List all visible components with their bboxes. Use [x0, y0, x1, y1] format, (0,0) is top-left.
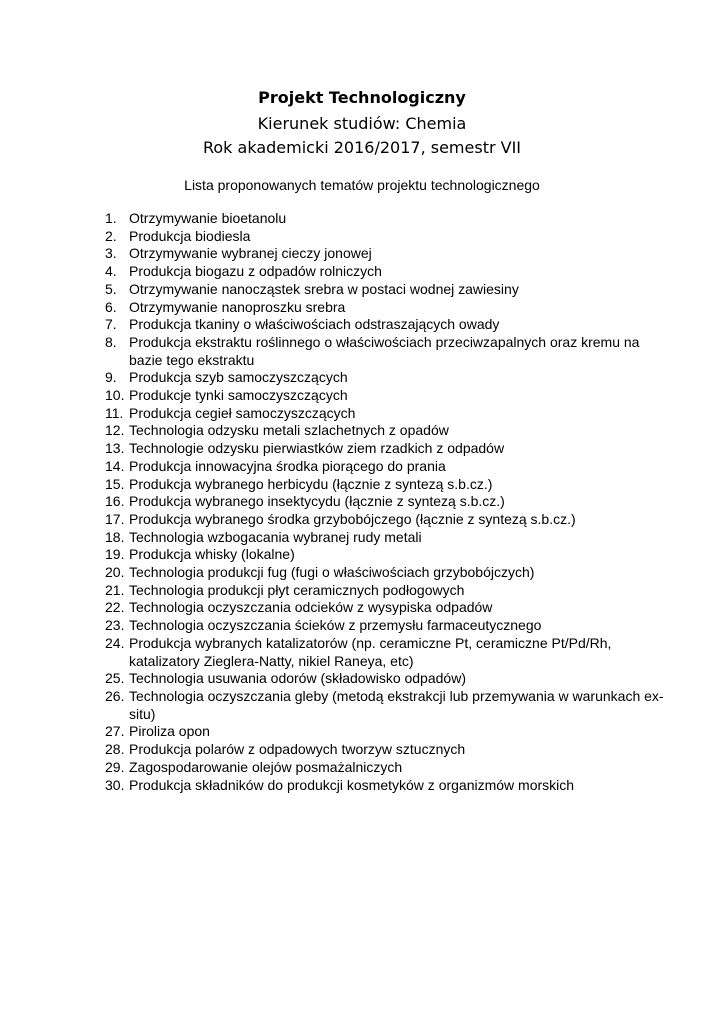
list-item	[105, 316, 665, 334]
topic-number: 4.	[105, 263, 117, 280]
list-item	[105, 617, 665, 635]
topic-text: Technologia produkcji fug (fugi o właściwościach grzybobójczych)	[129, 564, 535, 581]
topic-text: Produkcja wybranego insektycydu (łącznie z syntezą s.b.cz.)	[129, 493, 505, 510]
list-item	[105, 564, 665, 582]
topic-list	[105, 210, 665, 794]
topic-text: Produkcja składników do produkcji kosmetyków z organizmów morskich	[129, 776, 575, 793]
topic-number: 13.	[105, 440, 125, 457]
list-item	[105, 546, 665, 564]
topic-text: Produkcja polarów z odpadowych tworzyw sztucznych	[129, 741, 466, 758]
topic-text: Otrzymywanie nanoproszku srebra	[129, 298, 346, 315]
list-item	[105, 263, 665, 281]
topic-text: Technologia oczyszczania gleby (metodą ekstrakcji lub przemywania w warunkach ex-situ)	[129, 687, 664, 722]
academic-year: Rok akademicki 2016/2017, semestr VII	[202, 138, 522, 157]
topic-text: Technologia oczyszczania odcieków z wysypiska odpadów	[129, 599, 493, 616]
topic-number: 26.	[105, 687, 125, 704]
topic-number: 1.	[105, 210, 117, 226]
topic-number: 20.	[105, 564, 125, 581]
topic-text: Technologia odzysku metali szlachetnych z opadów	[129, 422, 449, 439]
topic-number: 23.	[105, 617, 125, 634]
topic-number: 7.	[105, 316, 117, 333]
topic-text: Produkcja whisky (lokalne)	[129, 546, 295, 563]
list-item	[105, 334, 665, 369]
topic-number: 25.	[105, 670, 125, 687]
topic-text: Produkcja cegieł samoczyszczących	[129, 404, 356, 421]
topic-number: 16.	[105, 493, 125, 510]
topic-number: 8.	[105, 333, 117, 350]
list-item	[105, 777, 665, 795]
topic-text: Produkcja biodiesla	[129, 227, 251, 244]
list-item	[105, 599, 665, 617]
topic-number: 30.	[105, 776, 125, 793]
list-item	[105, 529, 665, 547]
list-item	[105, 299, 665, 317]
list-item	[105, 741, 665, 759]
list-item	[105, 723, 665, 741]
topic-text: Otrzymywanie nanocząstek srebra w postaci wodnej zawiesiny	[129, 280, 519, 297]
list-item	[105, 245, 665, 263]
list-intro: Lista proponowanych tematów projektu technologicznego	[184, 177, 540, 193]
document-header	[0, 84, 724, 160]
topic-text: Produkcja biogazu z odpadów rolniczych	[129, 263, 382, 280]
topic-number: 22.	[105, 599, 125, 616]
topic-number: 9.	[105, 369, 117, 386]
topic-text: Otrzymywanie wybranej cieczy jonowej	[129, 245, 372, 262]
topic-text: Otrzymywanie bioetanolu	[129, 210, 287, 226]
list-item	[105, 405, 665, 423]
topic-number: 3.	[105, 245, 117, 262]
topic-text: Technologia usuwania odorów (składowisko odpadów)	[129, 670, 466, 687]
topic-text: Produkcja szyb samoczyszczących	[129, 369, 348, 386]
list-item	[105, 493, 665, 511]
topic-text: Technologia oczyszczania ścieków z przemysłu farmaceutycznego	[129, 617, 542, 634]
topic-number: 14.	[105, 457, 125, 474]
document-title: Projekt Technologiczny	[258, 88, 466, 107]
topic-number: 2.	[105, 227, 117, 244]
topic-number: 15.	[105, 475, 125, 492]
topic-number: 21.	[105, 581, 125, 598]
list-item	[105, 422, 665, 440]
topic-number: 12.	[105, 422, 125, 439]
list-item	[105, 440, 665, 458]
topic-text: Zagospodarowanie olejów posmażalniczych	[129, 758, 403, 775]
list-item	[105, 387, 665, 405]
list-item	[105, 369, 665, 387]
topic-text: Technologia produkcji płyt ceramicznych podłogowych	[129, 581, 465, 598]
topic-text: Produkcja ekstraktu roślinnego o właściwościach przeciwzapalnych oraz kremu na bazie tego ekstraktu	[129, 333, 640, 368]
field-of-study: Kierunek studiów: Chemia	[257, 114, 467, 133]
list-item	[105, 670, 665, 688]
topic-text: Produkcja wybranych katalizatorów (np. ceramiczne Pt, ceramiczne Pt/Pd/Rh, katalizatory Zieglera-Natty, nikiel Raneya, etc)	[129, 634, 612, 669]
list-item	[105, 210, 665, 228]
list-item	[105, 582, 665, 600]
topic-text: Produkcja tkaniny o właściwościach odstraszających owady	[129, 316, 500, 333]
topic-number: 17.	[105, 510, 125, 527]
list-item	[105, 759, 665, 777]
topic-number: 18.	[105, 528, 125, 545]
topic-number: 27.	[105, 723, 125, 740]
topic-text: Produkcja innowacyjna środka piorącego do prania	[129, 457, 446, 474]
topic-number: 10.	[105, 387, 125, 404]
list-item	[105, 511, 665, 529]
topic-text: Produkcja wybranego środka grzybobójczego (łącznie z syntezą s.b.cz.)	[129, 510, 576, 527]
topic-text: Produkcje tynki samoczyszczących	[129, 387, 348, 404]
topic-number: 28.	[105, 741, 125, 758]
list-item	[105, 458, 665, 476]
list-item	[105, 228, 665, 246]
topic-text: Piroliza opon	[129, 723, 210, 740]
topic-text: Technologia wzbogacania wybranej rudy metali	[129, 528, 422, 545]
topic-number: 24.	[105, 634, 125, 651]
topic-text: Technologie odzysku pierwiastków ziem rzadkich z odpadów	[129, 440, 505, 457]
topic-number: 11.	[105, 404, 124, 421]
topic-number: 19.	[105, 546, 125, 563]
topic-text: Produkcja wybranego herbicydu (łącznie z syntezą s.b.cz.)	[129, 475, 493, 492]
list-item	[105, 635, 665, 670]
list-item	[105, 281, 665, 299]
topic-number: 29.	[105, 758, 125, 775]
list-item	[105, 688, 665, 723]
topic-number: 5.	[105, 280, 117, 297]
list-item	[105, 476, 665, 494]
topic-number: 6.	[105, 298, 117, 315]
